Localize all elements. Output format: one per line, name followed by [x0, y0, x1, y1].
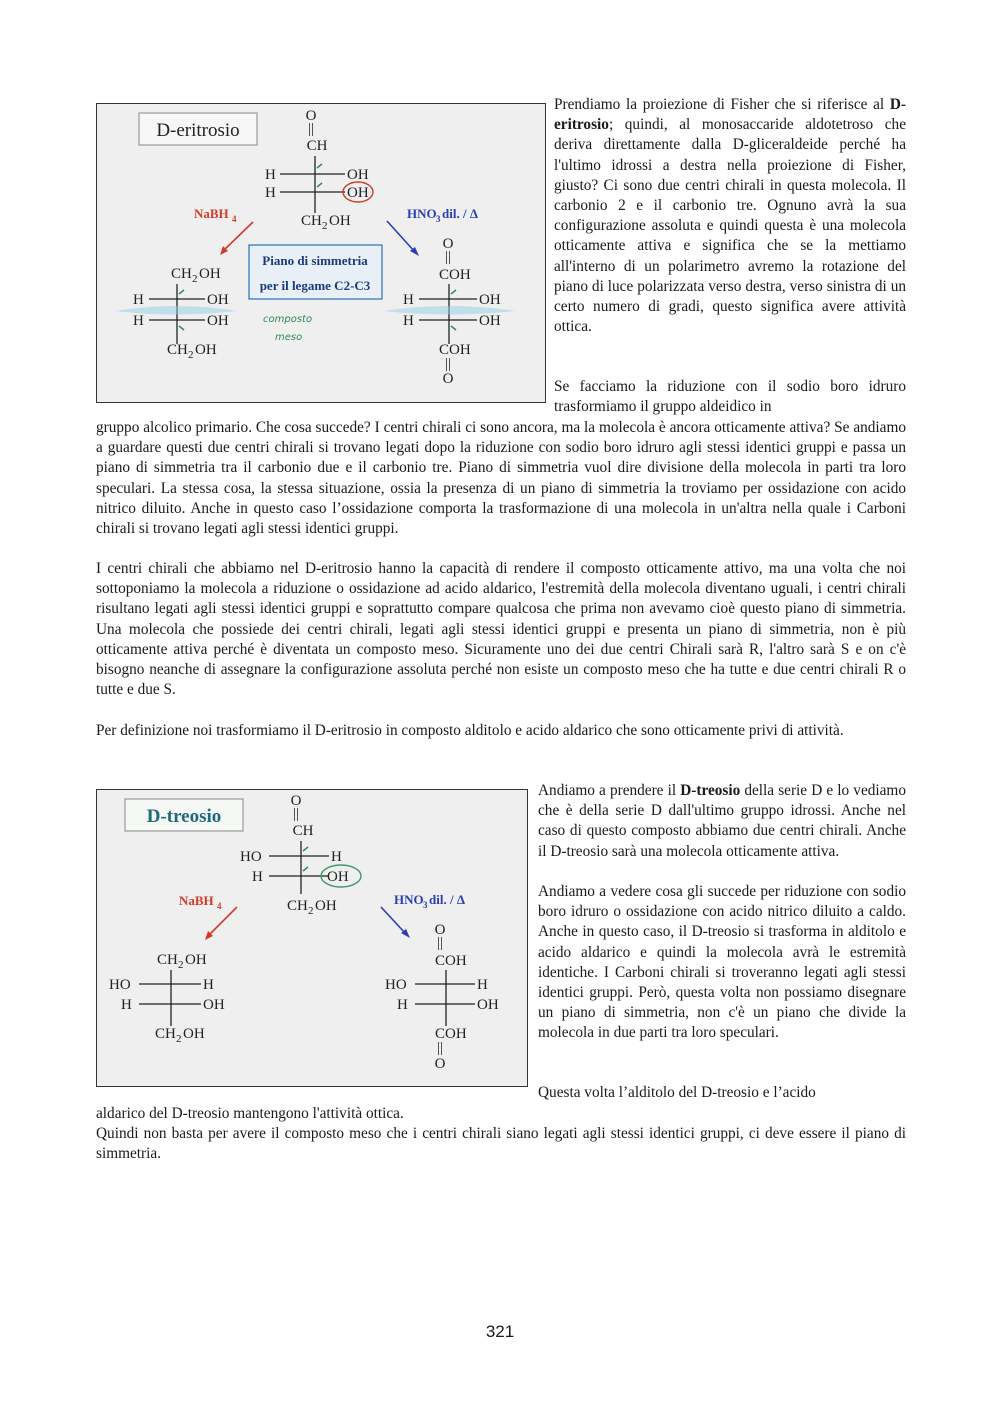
svg-text:H: H: [403, 313, 414, 329]
svg-text:HO: HO: [240, 849, 262, 865]
svg-text:||: ||: [292, 806, 300, 822]
svg-text:HO: HO: [109, 977, 131, 993]
svg-text:OH: OH: [183, 1026, 205, 1042]
svg-text:CH: CH: [301, 213, 322, 229]
svg-text:OH: OH: [327, 869, 349, 885]
svg-text:CH: CH: [157, 952, 178, 968]
paragraph-6: Andiamo a vedere cosa gli succede per riduzione con sodio boro idruro o ossidazione con acido nitrico diluito a caldo. Anche in questo caso, il D-treosio si trasforma in alditolo e acido aldarico e quindi la molecola avrà le estremità identiche. I Carboni chirali si troveranno legati agli stessi identici gruppi. Però, questa volta non possiamo disegnare un piano di simmetria, non c'è un piano che divide la molecola in due parti tra loro speculari.: [538, 883, 906, 1042]
svg-text:H: H: [203, 977, 214, 993]
svg-text:2: 2: [178, 959, 184, 971]
svg-text:COH: COH: [435, 953, 467, 969]
svg-text:CH: CH: [155, 1026, 176, 1042]
svg-text:OH: OH: [195, 342, 217, 358]
svg-text:CH: CH: [287, 898, 308, 914]
svg-text:O: O: [442, 236, 454, 252]
arrow-left-icon: [208, 907, 237, 936]
svg-text:OH: OH: [347, 167, 369, 183]
svg-text:H: H: [477, 977, 488, 993]
svg-text:CH: CH: [167, 342, 188, 358]
svg-text:CH: CH: [306, 138, 328, 154]
svg-text:H: H: [265, 185, 276, 201]
svg-text:CH: CH: [171, 266, 192, 282]
svg-text:O: O: [290, 793, 302, 809]
svg-text:dil. / Δ: dil. / Δ: [429, 892, 465, 907]
paragraph-2-top: Se facciamo la riduzione con il sodio boro idruro trasformiamo il gruppo aldeidico in: [554, 378, 906, 416]
svg-text:O: O: [434, 922, 446, 938]
reagent-left: NaBH: [179, 893, 214, 908]
svg-text:OH: OH: [315, 898, 337, 914]
svg-text:COH: COH: [439, 342, 471, 358]
svg-text:OH: OH: [185, 952, 207, 968]
svg-text:3: 3: [436, 214, 441, 224]
reagent-right: HNO: [407, 206, 437, 221]
svg-text:2: 2: [192, 273, 198, 285]
svg-text:O: O: [442, 371, 454, 387]
arrow-right-icon: [381, 907, 406, 934]
svg-text:||: ||: [444, 356, 452, 372]
symmetry-line-2: per il legame C2-C3: [259, 278, 371, 293]
svg-text:H: H: [133, 292, 144, 308]
svg-text:O: O: [305, 108, 317, 124]
svg-text:H: H: [403, 292, 414, 308]
svg-text:H: H: [121, 997, 132, 1013]
svg-text:H: H: [397, 997, 408, 1013]
symmetry-line-1: Piano di simmetria: [262, 253, 368, 268]
figure-title: D-treosio: [146, 806, 222, 827]
svg-text:2: 2: [188, 349, 194, 361]
svg-text:dil. / Δ: dil. / Δ: [442, 206, 478, 221]
svg-text:OH: OH: [203, 997, 225, 1013]
reagent-left: NaBH: [194, 206, 229, 221]
svg-text:||: ||: [307, 121, 315, 137]
arrow-right-icon: [387, 221, 415, 252]
svg-text:H: H: [133, 313, 144, 329]
svg-text:4: 4: [232, 214, 237, 224]
paragraph-8: Quindi non basta per avere il composto meso che i centri chirali siano legati agli stessi identici gruppi, ci deve essere il piano di simmetria.: [96, 1125, 906, 1163]
reagent-right: HNO: [394, 892, 424, 907]
svg-text:2: 2: [308, 905, 314, 917]
paragraph-5: Andiamo a prendere il D-treosio della serie D e lo vediamo che è della serie D dall'ultimo gruppo idrossi. Anche nel caso di questo composto abbiamo due centri chirali. Anche il D-treosio sarà una molecola otticamente attiva.: [538, 782, 906, 860]
figure-d-eritrosio: [96, 103, 546, 403]
svg-text:OH: OH: [479, 313, 501, 329]
svg-text:2: 2: [322, 220, 328, 232]
svg-text:COH: COH: [439, 267, 471, 283]
svg-text:OH: OH: [329, 213, 351, 229]
svg-text:OH: OH: [479, 292, 501, 308]
svg-text:||: ||: [444, 249, 452, 265]
fisher-diagram-treosio: [97, 790, 527, 1086]
svg-text:||: ||: [436, 935, 444, 951]
svg-text:2: 2: [176, 1033, 182, 1045]
paragraph-2: gruppo alcolico primario. Che cosa succede? I centri chirali ci sono ancora, ma la molecola è ancora otticamente attiva? Se andiamo a guardare questi due centri chirali si trovano legati dopo la riduzione con sodio boro idruro agli stessi identici gruppi e passa un piano di simmetria tra il carbonio due e il carbonio tre. Piano di simmetria vuol dire divisione della molecola in parti tra loro speculari. La stessa cosa, la stessa situazione, ossia la presenza di un piano di simmetria la troviamo per ossidazione con acido nitrico diluito. Anche in questo caso l’ossidazione comporta la trasformazione di una molecola in un'altra nella quale i Carboni chirali si trovano legati agli stessi identici gruppi.: [96, 419, 906, 538]
paragraph-7-top: Questa volta l’alditolo del D-treosio e l’acido: [538, 1084, 816, 1101]
paragraph-4: Per definizione noi trasformiamo il D-eritrosio in composto alditolo e acido aldarico che sono otticamente privi di attività.: [96, 722, 844, 739]
fisher-diagram-eritrosio: [97, 104, 545, 402]
svg-text:OH: OH: [477, 997, 499, 1013]
paragraph-3: I centri chirali che abbiamo nel D-eritrosio hanno la capacità di rendere il composto otticamente attivo, ma una volta che noi sottoponiamo la molecola a riduzione o ossidazione ad acido aldarico, l'estremità della molecola diventano uguali, i centri chirali risultano legati agli stessi identici gruppi e soprattutto compare qualcosa che prima non avevamo cioè questo piano di simmetria. Una molecola che possiede dei centri chirali, legati agli stessi identici gruppi e presenta un piano di simmetria, non è più otticamente attiva perché è diventata un composto meso. Sicuramente uno dei due centri Chirali sarà R, l'altro sarà S e on c'è bisogno neanche di assegnare la configurazione assoluta perché non esiste un composto meso che ha tutte e due centri chirali R o tutte e due S.: [96, 560, 906, 699]
svg-text:4: 4: [217, 901, 222, 911]
svg-text:H: H: [252, 869, 263, 885]
paragraph-1: Prendiamo la proiezione di Fisher che si riferisce al D-eritrosio; quindi, al monosaccaride aldotetroso che deriva direttamente dalla D-gliceraldeide perché ha l'ultimo idrossi a destra nella proiezione di Fisher, giusto? Ci sono due centri chirali in questa molecola. Il carbonio 2 e il carbonio tre. Ognuno avrà la sua configurazione assoluta e quindi questa è una molecola otticamente attiva e significa che se la mettiamo all'interno di un polarimetro avremo la rotazione del piano di luce polarizzata verso destra, verso sinistra di un certo numero di gradi, questo significa avere attività ottica.: [554, 96, 906, 336]
svg-text:COH: COH: [435, 1026, 467, 1042]
svg-text:CH: CH: [292, 823, 314, 839]
handwritten-note-2: meso: [275, 332, 303, 343]
figure-title: D-eritrosio: [156, 120, 240, 141]
svg-text:H: H: [265, 167, 276, 183]
svg-text:||: ||: [436, 1040, 444, 1056]
paragraph-7: aldarico del D-treosio mantengono l'attività ottica.: [96, 1105, 404, 1122]
figure-d-treosio: [96, 789, 528, 1087]
svg-text:OH: OH: [347, 185, 369, 201]
svg-text:H: H: [331, 849, 342, 865]
svg-text:OH: OH: [199, 266, 221, 282]
handwritten-note-1: composto: [263, 314, 313, 325]
svg-text:OH: OH: [207, 292, 229, 308]
svg-text:3: 3: [423, 900, 428, 910]
svg-text:OH: OH: [207, 313, 229, 329]
page-number: 321: [485, 1322, 515, 1341]
svg-text:HO: HO: [385, 977, 407, 993]
svg-text:O: O: [434, 1056, 446, 1072]
